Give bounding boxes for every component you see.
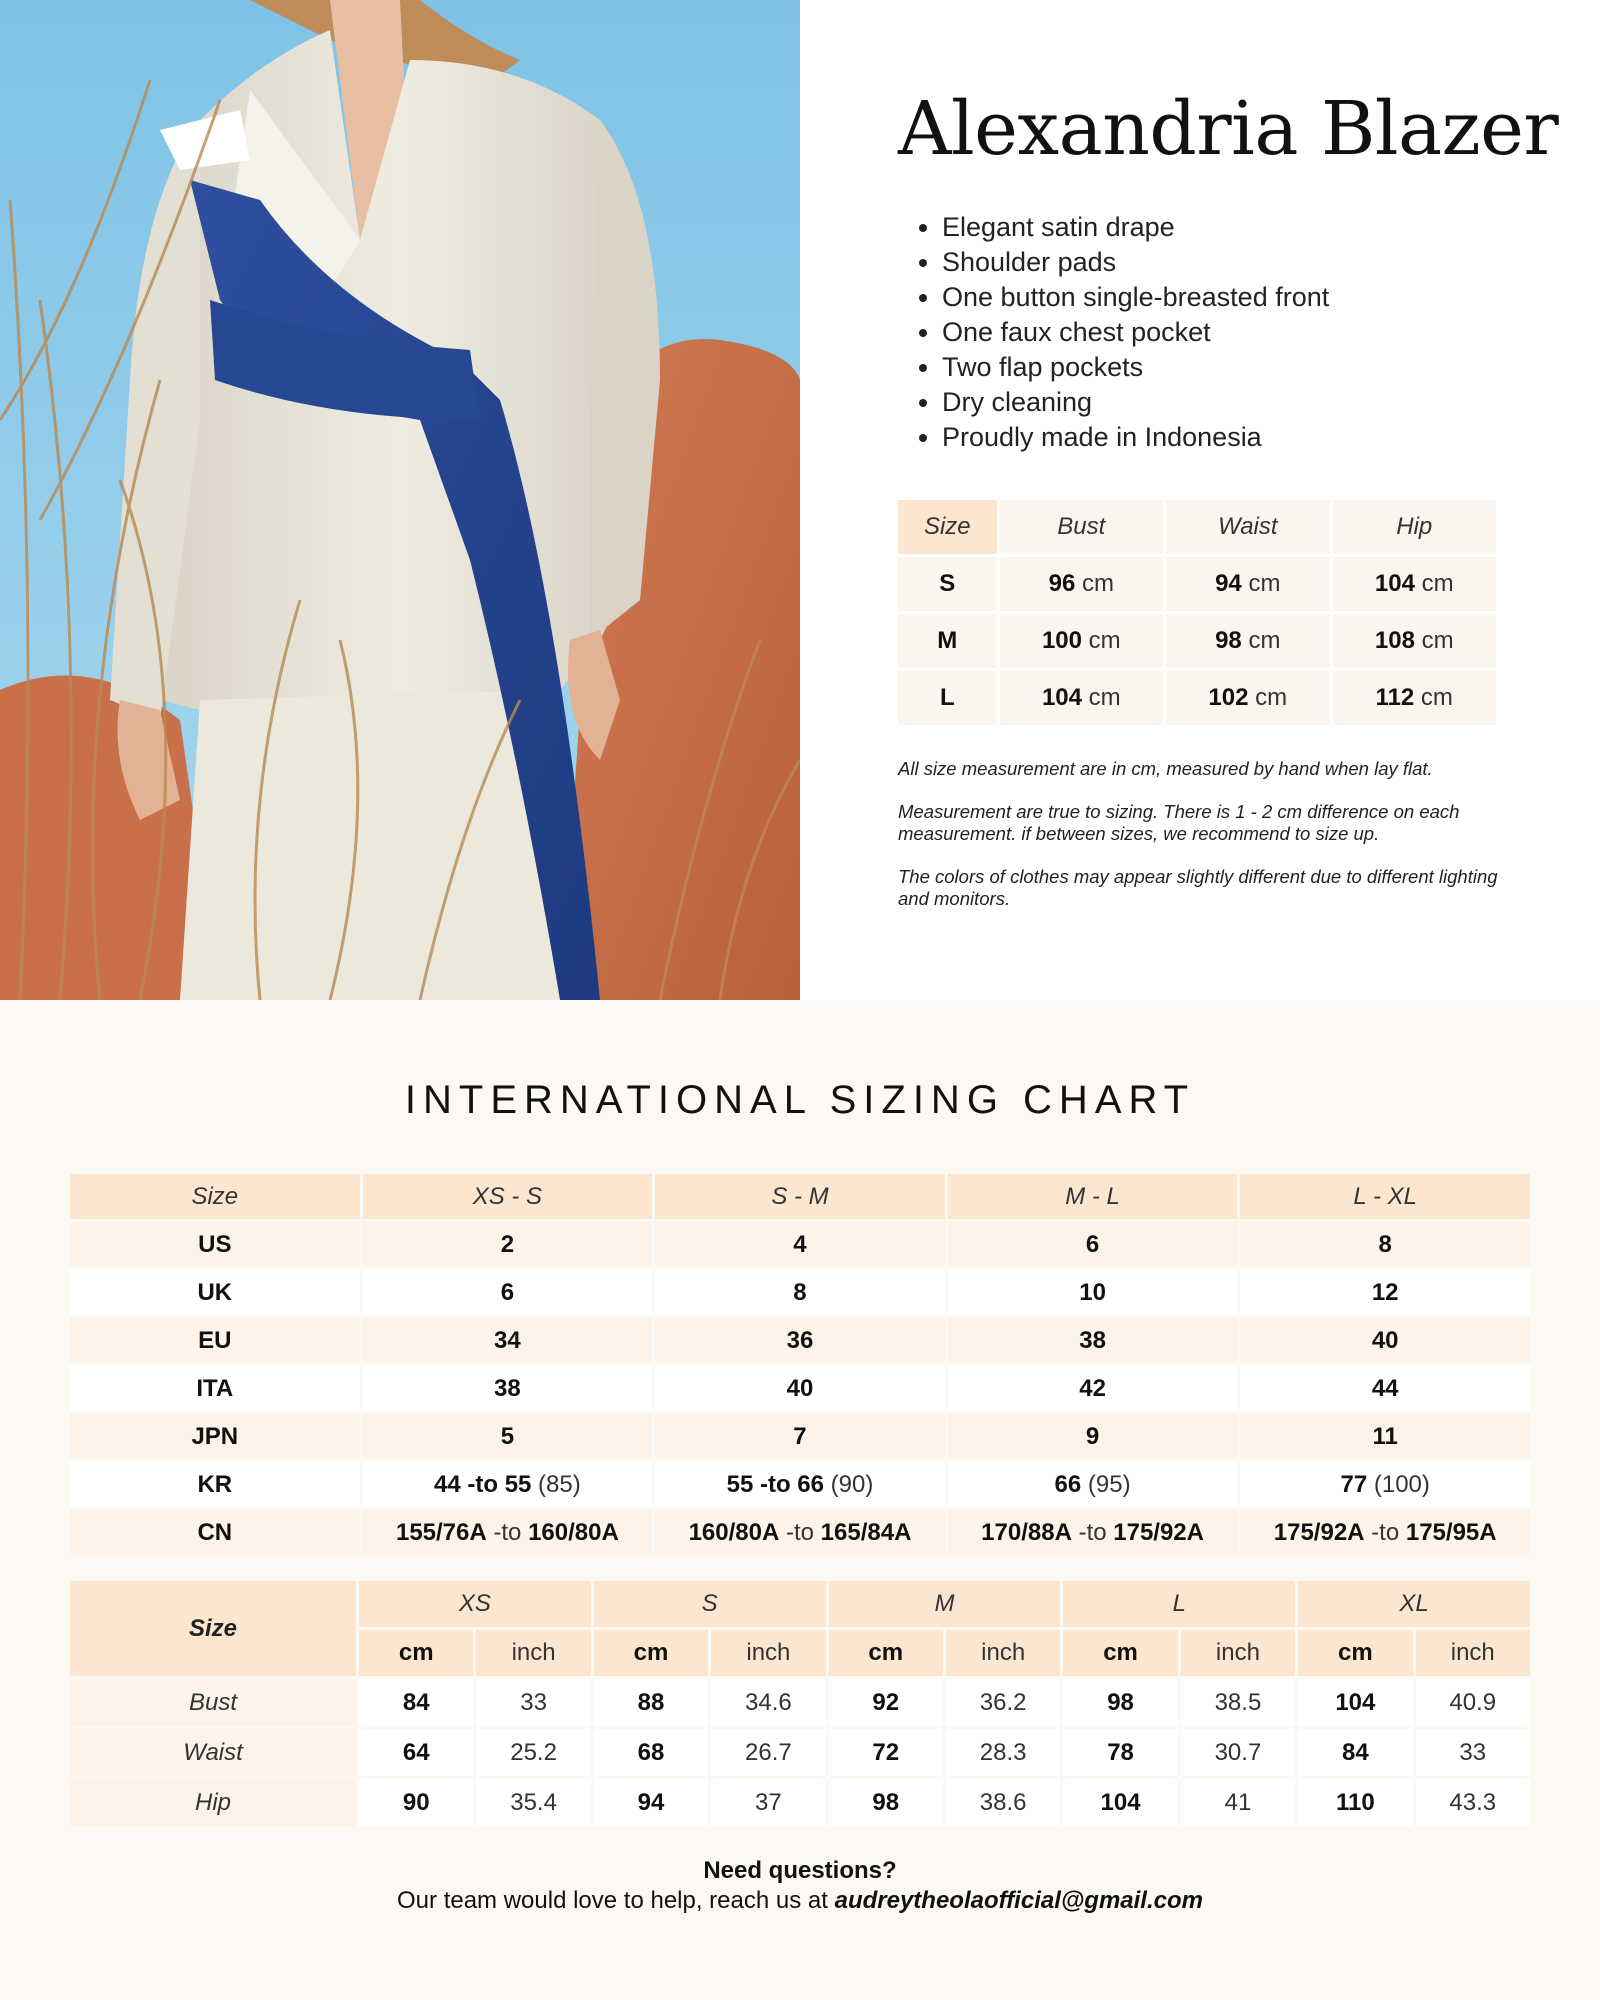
inch-value: 40.9 [1416, 1679, 1530, 1726]
intl-cell [948, 1414, 1238, 1459]
intl-value: 36 [786, 1326, 814, 1354]
intl-to-label: -to [779, 1518, 821, 1546]
intl-cell [655, 1414, 945, 1459]
intl-value: 44 [1371, 1374, 1399, 1402]
meas-group-header: L [1063, 1581, 1295, 1627]
unit-inch-header: inch [1181, 1630, 1295, 1676]
feature-list [898, 210, 1329, 455]
inch-value: 33 [1416, 1729, 1530, 1776]
size-value: S [939, 570, 956, 597]
intl-row-label: JPN [70, 1414, 360, 1459]
intl-row-label: CN [70, 1510, 360, 1555]
inch-value: 38.5 [1181, 1679, 1295, 1726]
intl-value: 7 [793, 1422, 807, 1450]
feature-item: • Shoulder pads [942, 245, 1329, 280]
waist-value: 98 [1215, 627, 1242, 654]
intl-header-cell: S - M [655, 1174, 945, 1219]
intl-row-label: KR [70, 1462, 360, 1507]
intl-header-row [70, 1174, 1530, 1219]
bust-cell [1000, 614, 1163, 668]
intl-cell [655, 1462, 945, 1507]
cm-value: 78 [1063, 1729, 1177, 1776]
product-photo [0, 0, 800, 1000]
meas-row-label: Hip [70, 1779, 356, 1826]
intl-cell [948, 1270, 1238, 1315]
intl-row-label: UK [70, 1270, 360, 1315]
cm-value: 72 [829, 1729, 943, 1776]
contact-email-link[interactable]: audreytheolaofficial@gmail.com [834, 1887, 1203, 1914]
intl-cell [948, 1462, 1238, 1507]
intl-extra: (100) [1367, 1470, 1430, 1498]
bust-cell [1000, 557, 1163, 611]
contact-footer [0, 1856, 1600, 1916]
waist-header: Waist [1166, 500, 1329, 554]
hip-header: Hip [1333, 500, 1497, 554]
intl-cell [655, 1222, 945, 1267]
intl-extra: (85) [531, 1470, 581, 1498]
bust-cell [1000, 671, 1163, 725]
intl-value: 160/80A [688, 1518, 780, 1546]
cm-value: 94 [594, 1779, 708, 1826]
unit-inch-header: inch [711, 1630, 825, 1676]
feature-item: • Elegant satin drape [942, 210, 1329, 245]
inch-value: 26.7 [711, 1729, 825, 1776]
intl-cell [363, 1462, 653, 1507]
waist-value: 94 [1215, 570, 1242, 597]
inch-value: 35.4 [476, 1779, 590, 1826]
intl-cell [363, 1366, 653, 1411]
inch-value: 33 [476, 1679, 590, 1726]
bust-value: 104 [1041, 684, 1082, 711]
meas-group-header: M [829, 1581, 1061, 1627]
intl-cell [1240, 1222, 1530, 1267]
hip-cell [1333, 614, 1497, 668]
unit-inch-header: inch [1416, 1630, 1530, 1676]
inch-value: 36.2 [946, 1679, 1060, 1726]
unit-cm-header: cm [1298, 1630, 1412, 1676]
unit-label: cm [1248, 684, 1288, 711]
intl-value: 8 [1378, 1230, 1392, 1258]
unit-cm-header: cm [594, 1630, 708, 1676]
footer-question: Need questions? [703, 1857, 897, 1884]
intl-value: 66 [1054, 1470, 1082, 1498]
intl-value: 40 [1371, 1326, 1399, 1354]
feature-item: • One button single-breasted front [942, 280, 1329, 315]
meas-size-header: Size [70, 1581, 356, 1676]
hip-value: 108 [1374, 627, 1415, 654]
intl-value: 40 [786, 1374, 814, 1402]
cm-value: 98 [829, 1779, 943, 1826]
cm-value: 110 [1298, 1779, 1412, 1826]
intl-value: 6 [1085, 1230, 1100, 1258]
intl-row [70, 1270, 1530, 1315]
international-chart-title: INTERNATIONAL SIZING CHART [404, 1078, 1196, 1122]
inch-value: 25.2 [476, 1729, 590, 1776]
inch-value: 37 [711, 1779, 825, 1826]
intl-cell [363, 1318, 653, 1363]
intl-cell [363, 1270, 653, 1315]
meas-row-label: Bust [70, 1679, 356, 1726]
cm-value: 104 [1298, 1679, 1412, 1726]
intl-cell [1240, 1510, 1530, 1555]
intl-extra: (95) [1081, 1470, 1131, 1498]
intl-value: 165/84A [820, 1518, 912, 1546]
cm-value: 92 [829, 1679, 943, 1726]
intl-to-label: -to [1364, 1518, 1406, 1546]
unit-label: cm [1075, 570, 1114, 597]
intl-cell [1240, 1462, 1530, 1507]
international-sizing-table [67, 1171, 1533, 1558]
intl-value: 12 [1371, 1278, 1399, 1306]
intl-value: 175/92A [1273, 1518, 1365, 1546]
intl-row [70, 1414, 1530, 1459]
footer-text [0, 1886, 1600, 1916]
intl-cell [948, 1318, 1238, 1363]
intl-value: 10 [1079, 1278, 1106, 1306]
intl-header-cell: L - XL [1240, 1174, 1530, 1219]
inch-value: 43.3 [1416, 1779, 1530, 1826]
intl-value: 4 [793, 1230, 807, 1258]
hip-value: 104 [1374, 570, 1415, 597]
unit-label: cm [1414, 684, 1453, 711]
hip-value: 112 [1375, 684, 1415, 711]
waist-cell [1166, 671, 1329, 725]
intl-cell [1240, 1414, 1530, 1459]
unit-label: cm [1082, 627, 1121, 654]
note-text: The colors of clothes may appear slightly different due to different lighting and monitors. [898, 866, 1498, 909]
intl-cell [1240, 1318, 1530, 1363]
intl-value: 2 [500, 1230, 515, 1258]
unit-cm-header: cm [359, 1630, 473, 1676]
waist-cell [1166, 614, 1329, 668]
intl-cell [948, 1366, 1238, 1411]
intl-value: 11 [1372, 1422, 1398, 1450]
cm-value: 68 [594, 1729, 708, 1776]
meas-header-row [70, 1581, 1530, 1627]
cm-value: 90 [359, 1779, 473, 1826]
unit-label: cm [1241, 627, 1281, 654]
intl-row-label: EU [70, 1318, 360, 1363]
inch-value: 34.6 [711, 1679, 825, 1726]
intl-to-label: -to [486, 1518, 529, 1546]
intl-value: 77 [1340, 1470, 1368, 1498]
intl-cell [655, 1270, 945, 1315]
intl-value: 38 [1079, 1326, 1106, 1354]
feature-item: • Two flap pockets [942, 350, 1329, 385]
bust-value: 96 [1048, 570, 1076, 597]
size-header: Size [898, 500, 997, 554]
unit-label: cm [1241, 570, 1281, 597]
cm-value: 98 [1063, 1679, 1177, 1726]
intl-value: 175/92A [1113, 1518, 1204, 1546]
meas-row [70, 1679, 1530, 1726]
intl-value: 155/76A [395, 1518, 487, 1546]
model-photo-illustration [0, 0, 800, 1000]
size-row [898, 614, 1496, 668]
meas-row [70, 1729, 1530, 1776]
size-table-header [898, 500, 1496, 554]
size-value: L [939, 684, 955, 711]
size-table [895, 497, 1499, 728]
meas-group-header: XS [359, 1581, 591, 1627]
intl-cell [1240, 1366, 1530, 1411]
intl-cell [655, 1318, 945, 1363]
unit-cm-header: cm [1063, 1630, 1177, 1676]
intl-row [70, 1366, 1530, 1411]
intl-cell [655, 1366, 945, 1411]
meas-group-header: XL [1298, 1581, 1530, 1627]
footer-help-text: Our team would love to help, reach us at [397, 1887, 835, 1914]
waist-value: 102 [1208, 684, 1249, 711]
cm-value: 104 [1063, 1779, 1177, 1826]
meas-group-header: S [594, 1581, 826, 1627]
waist-cell [1166, 557, 1329, 611]
intl-cell [948, 1222, 1238, 1267]
intl-value: 160/80A [528, 1518, 619, 1546]
intl-value: 34 [494, 1326, 521, 1354]
intl-value: 44 -to 55 [434, 1470, 532, 1498]
hip-cell [1333, 557, 1497, 611]
unit-label: cm [1414, 570, 1454, 597]
size-row [898, 671, 1496, 725]
intl-row [70, 1510, 1530, 1555]
meas-row-label: Waist [70, 1729, 356, 1776]
intl-row [70, 1222, 1530, 1267]
intl-header-cell: XS - S [363, 1174, 653, 1219]
unit-label: cm [1414, 627, 1454, 654]
intl-cell [948, 1510, 1238, 1555]
note-text: All size measurement are in cm, measured by hand when lay flat. [898, 758, 1433, 779]
cm-value: 64 [359, 1729, 473, 1776]
intl-cell [363, 1222, 653, 1267]
feature-item: • Dry cleaning [942, 385, 1329, 420]
intl-cell [363, 1510, 653, 1555]
bust-header: Bust [1000, 500, 1163, 554]
meas-row [70, 1779, 1530, 1826]
intl-value: 5 [500, 1422, 515, 1450]
intl-row-label: US [70, 1222, 360, 1267]
intl-to-label: -to [1071, 1518, 1114, 1546]
intl-cell [363, 1414, 653, 1459]
inch-value: 38.6 [946, 1779, 1060, 1826]
intl-row [70, 1318, 1530, 1363]
intl-extra: (90) [823, 1470, 874, 1498]
intl-row-label: ITA [70, 1366, 360, 1411]
intl-cell [1240, 1270, 1530, 1315]
inch-value: 28.3 [946, 1729, 1060, 1776]
cm-value: 88 [594, 1679, 708, 1726]
intl-value: 170/88A [981, 1518, 1072, 1546]
unit-label: cm [1082, 684, 1121, 711]
intl-value: 55 -to 66 [726, 1470, 824, 1498]
unit-inch-header: inch [476, 1630, 590, 1676]
product-title: Alexandria Blazer [898, 86, 1559, 172]
size-cell [898, 557, 997, 611]
intl-header-cell: Size [70, 1174, 360, 1219]
cm-value: 84 [1298, 1729, 1412, 1776]
size-row [898, 557, 1496, 611]
intl-value: 175/95A [1405, 1518, 1497, 1546]
size-cell [898, 614, 997, 668]
intl-row [70, 1462, 1530, 1507]
intl-value: 8 [793, 1278, 807, 1306]
measurement-table [67, 1578, 1533, 1829]
intl-value: 9 [1085, 1422, 1100, 1450]
cm-value: 84 [359, 1679, 473, 1726]
unit-inch-header: inch [946, 1630, 1060, 1676]
size-value: M [937, 627, 958, 654]
intl-header-cell: M - L [948, 1174, 1238, 1219]
intl-value: 38 [494, 1374, 521, 1402]
size-notes [898, 758, 1508, 931]
intl-value: 42 [1079, 1374, 1106, 1402]
feature-item: • One faux chest pocket [942, 315, 1329, 350]
size-cell [898, 671, 997, 725]
inch-value: 41 [1181, 1779, 1295, 1826]
hip-cell [1333, 671, 1497, 725]
intl-value: 6 [500, 1278, 515, 1306]
intl-cell [655, 1510, 945, 1555]
unit-cm-header: cm [829, 1630, 943, 1676]
bust-value: 100 [1041, 627, 1082, 654]
inch-value: 30.7 [1181, 1729, 1295, 1776]
feature-item: • Proudly made in Indonesia [942, 420, 1329, 455]
note-text: Measurement are true to sizing. There is 1 - 2 cm difference on each measurement. if between sizes, we recommend to size up. [898, 801, 1460, 844]
